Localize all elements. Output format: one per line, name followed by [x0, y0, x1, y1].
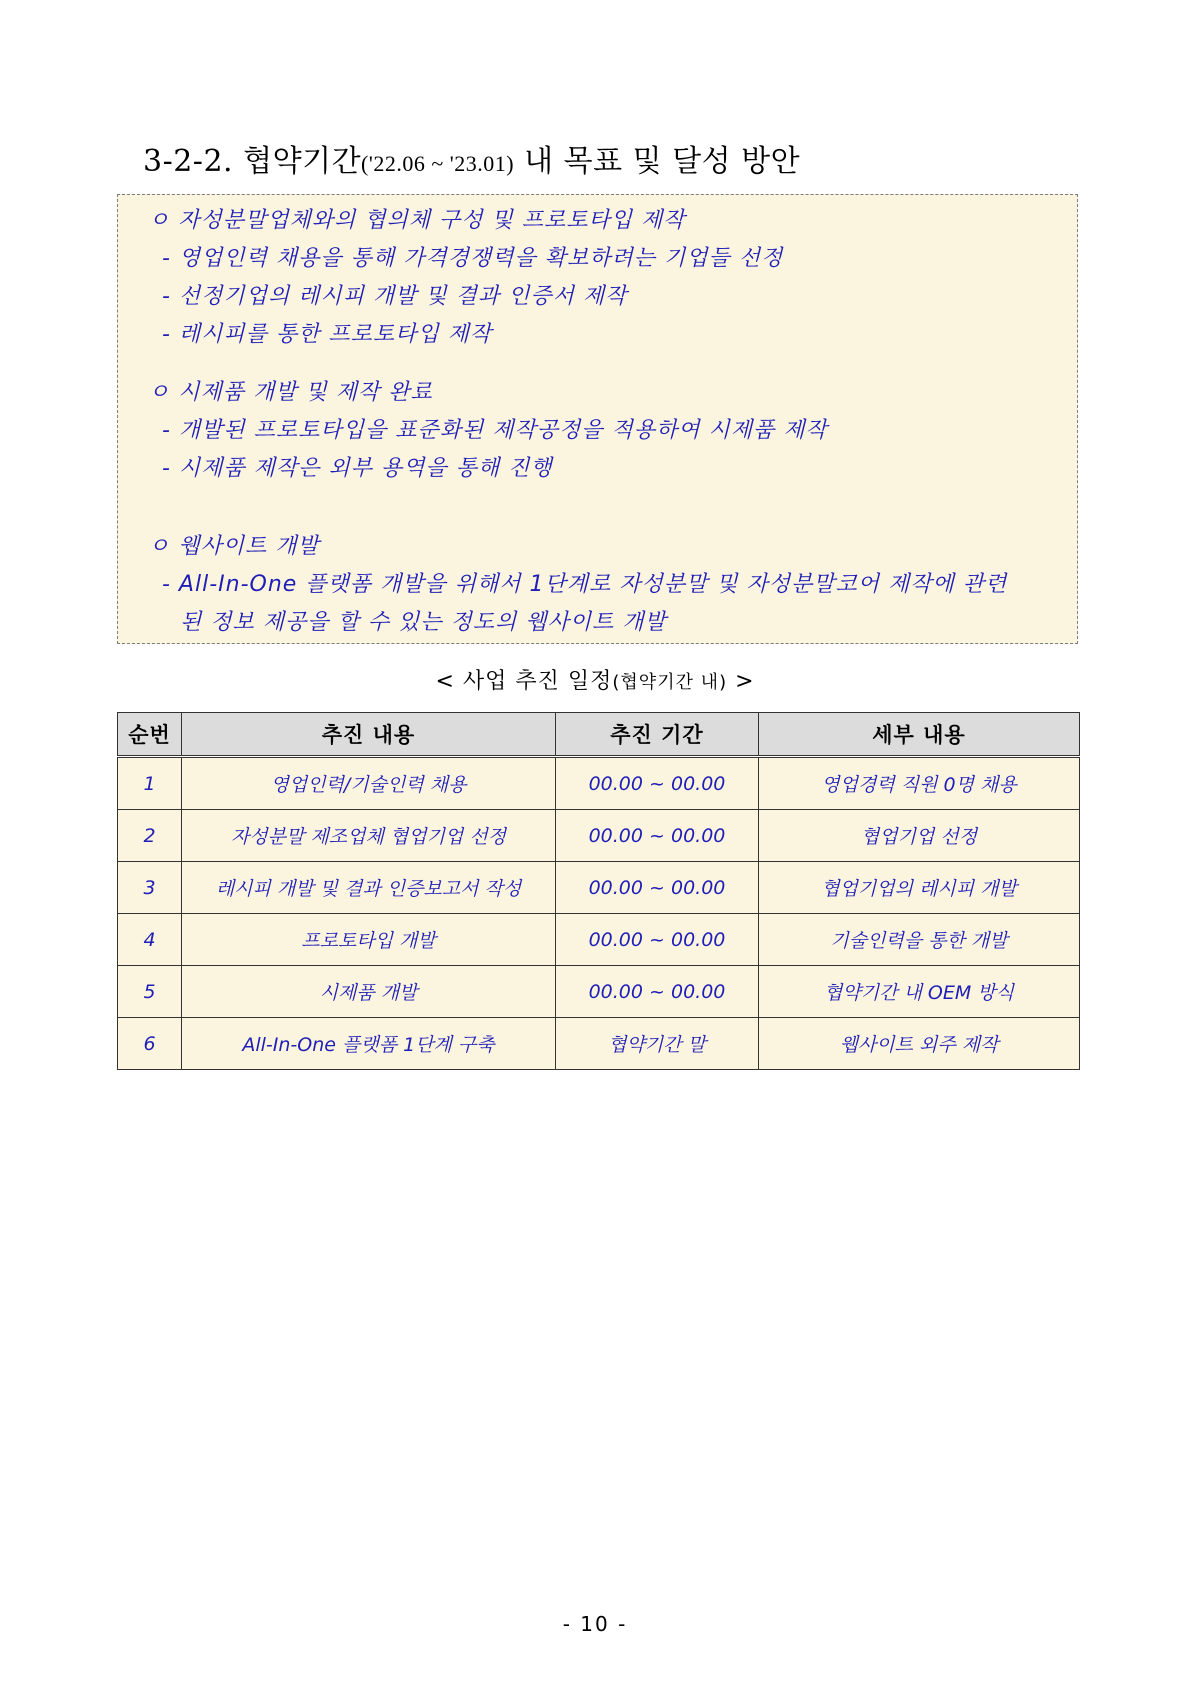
table-caption-note: (협약기간 내): [612, 672, 728, 693]
schedule-table: [117, 712, 1080, 1070]
section-title-part-2: 내 목표 및 달성 방안: [524, 144, 801, 179]
goal-subitem-continued: 된 정보 제공을 할 수 있는 정도의 웹사이트 개발: [180, 610, 667, 635]
cell-detail: 협업기업 선정: [759, 810, 1080, 862]
cell-detail: 기술인력을 통한 개발: [759, 914, 1080, 966]
cell-content: All-In-One 플랫폼 1단계 구축: [182, 1018, 556, 1070]
cell-period: 00.00 ~ 00.00: [556, 966, 759, 1018]
cell-content: 자성분말 제조업체 협업기업 선정: [182, 810, 556, 862]
goal-subitem: - 선정기업의 레시피 개발 및 결과 인증서 제작: [162, 284, 628, 309]
cell-period: 00.00 ~ 00.00: [556, 757, 759, 810]
cell-no: 4: [118, 914, 182, 966]
table-caption-main: < 사업 추진 일정: [435, 669, 613, 694]
table-caption: [0, 664, 1190, 695]
cell-period: 협약기간 말: [556, 1018, 759, 1070]
goal-item: ㅇ 자성분말업체와의 협의체 구성 및 프로토타입 제작: [148, 208, 686, 233]
goal-item: ㅇ 웹사이트 개발: [148, 534, 320, 559]
table-row: [118, 862, 1080, 914]
goal-subitem: - 레시피를 통한 프로토타입 제작: [162, 322, 493, 347]
table-header-row: [118, 713, 1080, 757]
section-number: 3-2-2.: [143, 144, 234, 179]
cell-content: 영업인력/기술인력 채용: [182, 757, 556, 810]
cell-detail: 웹사이트 외주 제작: [759, 1018, 1080, 1070]
column-header-no: 순번: [118, 713, 182, 757]
cell-no: 6: [118, 1018, 182, 1070]
goals-box: [117, 194, 1078, 644]
goal-subitem: - 개발된 프로토타입을 표준화된 제작공정을 적용하여 시제품 제작: [162, 418, 828, 443]
table-row: [118, 757, 1080, 810]
table-row: [118, 914, 1080, 966]
section-title-part-1: 협약기간: [243, 144, 362, 179]
goal-subitem: - 영업인력 채용을 통해 가격경쟁력을 확보하려는 기업들 선정: [162, 246, 784, 271]
column-header-content: 추진 내용: [182, 713, 556, 757]
cell-detail: 협업기업의 레시피 개발: [759, 862, 1080, 914]
cell-content: 레시피 개발 및 결과 인증보고서 작성: [182, 862, 556, 914]
page-number: - 10 -: [562, 1612, 628, 1636]
cell-no: 3: [118, 862, 182, 914]
cell-content: 프로토타입 개발: [182, 914, 556, 966]
table-row: [118, 810, 1080, 862]
cell-no: 5: [118, 966, 182, 1018]
cell-detail: 영업경력 직원 0명 채용: [759, 757, 1080, 810]
column-header-detail: 세부 내용: [759, 713, 1080, 757]
cell-period: 00.00 ~ 00.00: [556, 914, 759, 966]
goal-subitem: - All-In-One 플랫폼 개발을 위해서 1단계로 자성분말 및 자성분말코어 제작에 관련: [162, 572, 1008, 597]
cell-no: 2: [118, 810, 182, 862]
table-caption-end: >: [735, 669, 755, 694]
table-row: [118, 966, 1080, 1018]
goal-item: ㅇ 시제품 개발 및 제작 완료: [148, 380, 433, 405]
cell-content: 시제품 개발: [182, 966, 556, 1018]
column-header-period: 추진 기간: [556, 713, 759, 757]
table-row: [118, 1018, 1080, 1070]
cell-period: 00.00 ~ 00.00: [556, 862, 759, 914]
cell-period: 00.00 ~ 00.00: [556, 810, 759, 862]
cell-detail: 협약기간 내 OEM 방식: [759, 966, 1080, 1018]
goal-subitem: - 시제품 제작은 외부 용역을 통해 진행: [162, 456, 553, 481]
section-heading: [143, 136, 800, 180]
cell-no: 1: [118, 757, 182, 810]
section-period: ('22.06 ~ '23.01): [361, 151, 515, 176]
